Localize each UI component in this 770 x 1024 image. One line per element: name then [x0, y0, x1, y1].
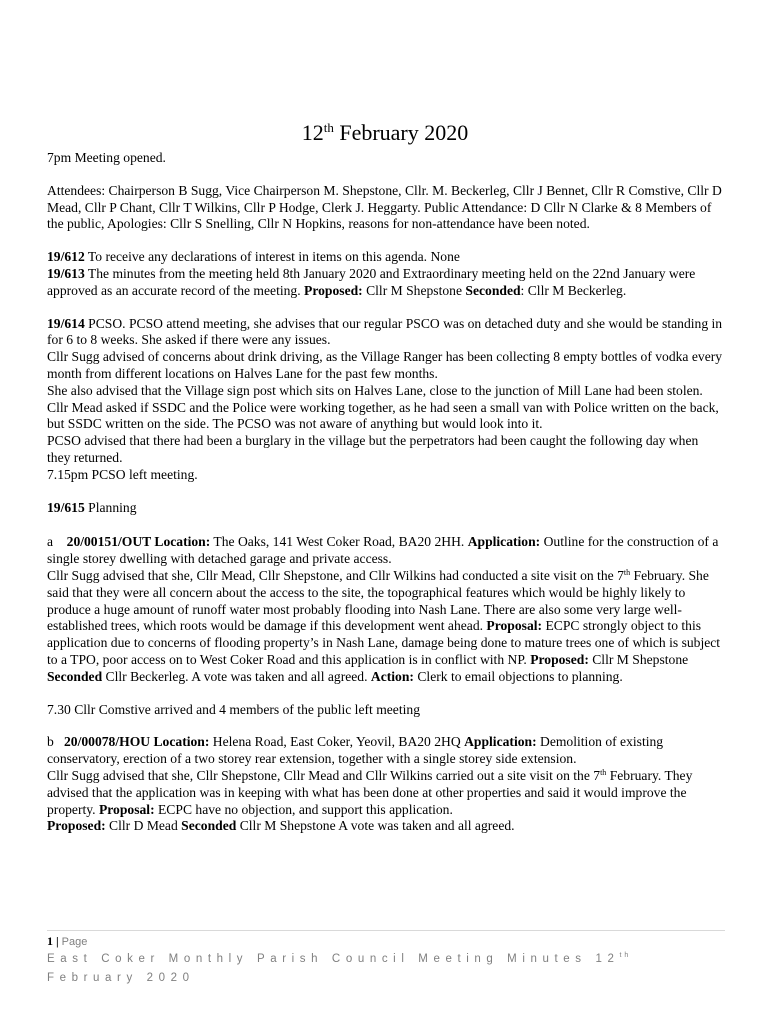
- planning-a-prefix: a: [47, 534, 67, 550]
- arrival-note: 7.30 Cllr Comstive arrived and 4 members of the public left meeting: [47, 701, 420, 717]
- item-614-line-1: [47, 316, 725, 350]
- planning-a-action-label: Action:: [370, 668, 414, 684]
- page-title: [0, 118, 770, 148]
- planning-a-header: [47, 534, 725, 568]
- planning-a-proposed-label: Proposed:: [530, 651, 589, 667]
- item-615: [47, 500, 725, 517]
- planning-b-seconded: Cllr M Shepstone A vote was taken and all agreed.: [236, 818, 515, 834]
- item-614-text: PCSO. PCSO attend meeting, she advises that our regular PSCO was on detached duty and she would be standing in for 6 to 8 weeks. She asked if there were any issues.: [47, 315, 723, 348]
- title-month-year: February 2020: [333, 120, 469, 145]
- footer-document-title: [47, 950, 725, 988]
- item-613-proposed: Cllr M Shepstone: [362, 282, 466, 298]
- planning-b-visit: Cllr Sugg advised that she, Cllr Shepstone, Cllr Mead and Cllr Wilkins carried out a site visit on the 7: [47, 767, 601, 783]
- planning-b-body: [47, 768, 725, 818]
- item-613-proposed-label: Proposed:: [304, 282, 363, 298]
- item-612-ref: 19/612: [47, 249, 85, 265]
- planning-b-application: Demolition of existing conservatory, erection of a two storey rear extension, together with a single storey side extension.: [47, 734, 664, 767]
- page-word: Page: [61, 936, 88, 948]
- item-612: [47, 249, 725, 266]
- planning-b-location: Helena Road, East Coker, Yeovil, BA20 2HQ: [209, 734, 465, 750]
- planning-a-application: Outline for the construction of a single storey dwelling with detached garage and private access.: [47, 534, 719, 567]
- planning-a-seconded: Cllr Beckerleg. A vote was taken and all agreed.: [102, 668, 371, 684]
- planning-b-proposed: Cllr D Mead: [105, 818, 182, 834]
- footer-title-suffix: th: [619, 952, 632, 959]
- planning-a-proposal-label: Proposal:: [486, 618, 543, 634]
- footer-title-text: East Coker Monthly Parish Council Meeting Minutes 12: [47, 953, 620, 965]
- item-613-ref: 19/613: [47, 265, 85, 281]
- page-separator: |: [53, 934, 62, 948]
- opening-line: 7pm Meeting opened.: [47, 150, 166, 165]
- attendees-paragraph: Attendees: Chairperson B Sugg, Vice Chairperson M. Shepstone, Cllr. M. Beckerleg, Cllr J Bennet, Cllr R Comstive, Cllr D Mead, Cllr P Chant, Cllr T Wilkins, Cllr P Hodge, Clerk J. Heggarty. Public Attendance: D Cllr N Clarke & 8 Members of the public, Apologies: Cllr S Snelling, Cllr N Hopkins, reasons for non-attendance have been noted.: [47, 182, 722, 232]
- footer-divider: [47, 930, 725, 931]
- planning-a-proposal: ECPC strongly object to this application due to concerns of flooding property’s in Nash Lane, damage being done to mature trees one of which is subject to a TPO, poor access on to West Coker Road and this application is in conflict with NP.: [47, 618, 721, 667]
- planning-a-visit-rest: February. She said that they were all concern about the access to the site, the topographical features which would be highly likely to produce a huge amount of runoff water most probably flooding into Nash Lane. There are also some very large well-established trees, which roots would be damage if this development went ahead.: [47, 567, 709, 634]
- item-614-line-2: Cllr Sugg advised of concerns about drink driving, as the Village Ranger has been collecting 8 empty bottles of vodka every month from different locations on Halves Lane for the past few months.: [47, 349, 723, 381]
- item-614-ref: 19/614: [47, 315, 85, 331]
- footer-title-rest: February 2020: [47, 972, 195, 984]
- planning-b-visit-rest: February. They advised that the application was in keeping with what has been done at other properties and said it would improve the property.: [47, 767, 693, 817]
- planning-b-prefix: b: [47, 734, 64, 750]
- planning-b-ref: 20/00078/HOU Location:: [64, 734, 210, 750]
- item-613-seconded: : Cllr M Beckerleg.: [520, 282, 627, 298]
- planning-a-visit: Cllr Sugg advised that she, Cllr Mead, Cllr Shepstone, and Cllr Wilkins had conducted a site visit on the 7: [47, 567, 624, 583]
- item-613: [47, 266, 725, 300]
- planning-a-seconded-label: Seconded: [47, 668, 103, 684]
- planning-a-visit-suffix: th: [623, 567, 631, 577]
- planning-b: [47, 734, 725, 768]
- item-614-line-3: She also advised that the Village sign post which sits on Halves Lane, close to the junction of Mill Lane had been stolen.: [47, 382, 703, 398]
- planning-b-proposal-label: Proposal:: [98, 801, 155, 817]
- item-612-text: To receive any declarations of interest in items on this agenda. None: [84, 249, 460, 265]
- page-footer: [47, 930, 725, 988]
- planning-b-visit-suffix: th: [600, 767, 607, 777]
- item-615-text: Planning: [84, 499, 137, 515]
- title-day: 12: [301, 120, 324, 145]
- planning-a-ref: 20/00151/OUT Location:: [66, 534, 211, 550]
- minutes-body: [47, 150, 725, 835]
- planning-b-proposal: ECPC have no objection, and support this application.: [154, 801, 453, 817]
- item-614-line-6: 7.15pm PCSO left meeting.: [47, 466, 198, 482]
- page-number: 1: [47, 934, 53, 948]
- planning-b-proposed-label: Proposed:: [47, 818, 106, 834]
- item-615-ref: 19/615: [47, 499, 85, 515]
- planning-a-app-label: Application:: [467, 534, 541, 550]
- planning-b-vote: [47, 818, 725, 835]
- planning-a-action: Clerk to email objections to planning.: [413, 668, 623, 684]
- item-614-line-4: Cllr Mead asked if SSDC and the Police were working together, as he had seen a small van with Police written on the back, but SSDC written on the side. The PCSO was not aware of anything but would look into it.: [47, 399, 719, 432]
- item-613-text: The minutes from the meeting held 8th January 2020 and Extraordinary meeting held on the 22nd January were approved as an accurate record of the meeting.: [47, 265, 696, 298]
- page-number-line: [47, 934, 725, 950]
- planning-a-proposed: Cllr M Shepstone: [588, 651, 689, 667]
- planning-b-app-label: Application:: [464, 734, 537, 750]
- planning-a-body: [47, 568, 725, 686]
- item-614-line-5: PCSO advised that there had been a burglary in the village but the perpetrators had been caught the following day when they returned.: [47, 433, 699, 465]
- planning-a-location: The Oaks, 141 West Coker Road, BA20 2HH.: [210, 534, 468, 550]
- planning-b-seconded-label: Seconded: [181, 818, 237, 834]
- item-613-seconded-label: Seconded: [465, 282, 521, 298]
- title-day-suffix: th: [323, 120, 334, 135]
